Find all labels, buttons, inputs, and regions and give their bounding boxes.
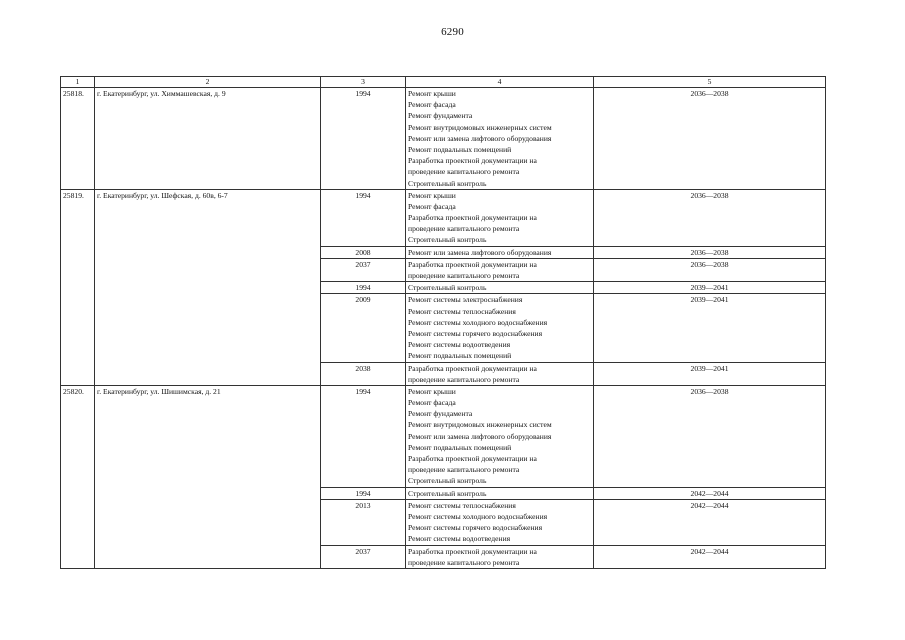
planned-period: 2039—2041 [594,294,826,362]
column-header: 2 [95,77,321,88]
column-header: 4 [406,77,594,88]
work-item: Ремонт внутридомовых инженерных систем [408,420,552,430]
planned-period: 2039—2041 [594,282,826,294]
work-item: Разработка проектной документации на [408,156,537,166]
work-types [406,246,594,258]
work-types [406,294,594,362]
work-item: Ремонт подвальных помещений [408,442,512,452]
work-item: Строительный контроль [408,283,487,293]
work-item: Ремонт фасада [408,201,456,211]
table-row [61,385,826,487]
work-item: проведение капитального ремонта [408,374,520,384]
commissioning-year: 2013 [321,499,406,545]
entry-address: г. Екатеринбург, ул. Шишимская, д. 21 [95,385,321,568]
column-header: 3 [321,77,406,88]
work-item: Ремонт или замена лифтового оборудования [408,247,552,257]
entry-address: г. Екатеринбург, ул. Химмашевская, д. 9 [95,88,321,190]
commissioning-year: 2008 [321,246,406,258]
work-item: Ремонт системы водоотведения [408,534,511,544]
planned-period: 2036—2038 [594,246,826,258]
work-item: проведение капитального ремонта [408,465,520,475]
work-item: Ремонт системы горячего водоснабжения [408,328,543,338]
work-item: Разработка проектной документации на [408,363,537,373]
work-item: Разработка проектной документации на [408,213,537,223]
commissioning-year: 1994 [321,88,406,190]
work-item: Ремонт фундамента [408,111,473,121]
repair-schedule-table [60,76,826,569]
work-item: Ремонт системы теплоснабжения [408,500,516,510]
work-item: Ремонт или замена лифтового оборудования [408,133,552,143]
work-types [406,258,594,281]
commissioning-year: 2038 [321,362,406,385]
commissioning-year: 2037 [321,258,406,281]
work-item: Ремонт подвальных помещений [408,144,512,154]
work-item: Ремонт или замена лифтового оборудования [408,431,552,441]
work-item: Ремонт системы холодного водоснабжения [408,317,548,327]
work-item: Разработка проектной документации на [408,454,537,464]
page-number: 6290 [441,26,464,38]
entry-number: 25819. [61,189,95,385]
work-item: Ремонт подвальных помещений [408,351,512,361]
work-item: Ремонт крыши [408,89,456,98]
work-item: Ремонт системы электроснабжения [408,295,523,305]
planned-period: 2039—2041 [594,362,826,385]
commissioning-year: 2009 [321,294,406,362]
work-item: Строительный контроль [408,488,487,498]
commissioning-year: 1994 [321,487,406,499]
work-item: Разработка проектной документации на [408,546,537,556]
work-item: Строительный контроль [408,476,487,486]
planned-period: 2042—2044 [594,545,826,568]
work-item: Ремонт системы горячего водоснабжения [408,523,543,533]
work-item: Ремонт фасада [408,398,456,408]
work-item: Ремонт системы теплоснабжения [408,306,516,316]
table-body [61,88,826,569]
work-item: Строительный контроль [408,178,487,188]
entry-address: г. Екатеринбург, ул. Шефская, д. 60в, 6-7 [95,189,321,385]
work-item: Ремонт фасада [408,100,456,110]
work-item: Ремонт системы холодного водоснабжения [408,511,548,521]
commissioning-year: 1994 [321,189,406,246]
table-row [61,88,826,190]
commissioning-year: 2037 [321,545,406,568]
commissioning-year: 1994 [321,385,406,487]
planned-period: 2042—2044 [594,487,826,499]
work-types [406,362,594,385]
work-types [406,282,594,294]
work-item: Ремонт системы водоотведения [408,340,511,350]
work-types [406,385,594,487]
work-item: проведение капитального ремонта [408,224,520,234]
planned-period: 2036—2038 [594,189,826,246]
work-item: Строительный контроль [408,235,487,245]
commissioning-year: 1994 [321,282,406,294]
work-types [406,189,594,246]
work-types [406,545,594,568]
work-types [406,88,594,190]
work-item: Разработка проектной документации на [408,259,537,269]
planned-period: 2036—2038 [594,385,826,487]
entry-number: 25820. [61,385,95,568]
table-row [61,189,826,246]
column-header: 1 [61,77,95,88]
column-header: 5 [594,77,826,88]
planned-period: 2042—2044 [594,499,826,545]
work-item: Ремонт фундамента [408,409,473,419]
work-item: Ремонт крыши [408,190,456,200]
work-item: Ремонт крыши [408,386,456,396]
entry-number: 25818. [61,88,95,190]
planned-period: 2036—2038 [594,88,826,190]
work-item: проведение капитального ремонта [408,557,520,567]
table-header-row [61,77,826,88]
work-types [406,499,594,545]
work-item: проведение капитального ремонта [408,271,520,281]
work-item: проведение капитального ремонта [408,167,520,177]
planned-period: 2036—2038 [594,258,826,281]
work-item: Ремонт внутридомовых инженерных систем [408,122,552,132]
work-types [406,487,594,499]
